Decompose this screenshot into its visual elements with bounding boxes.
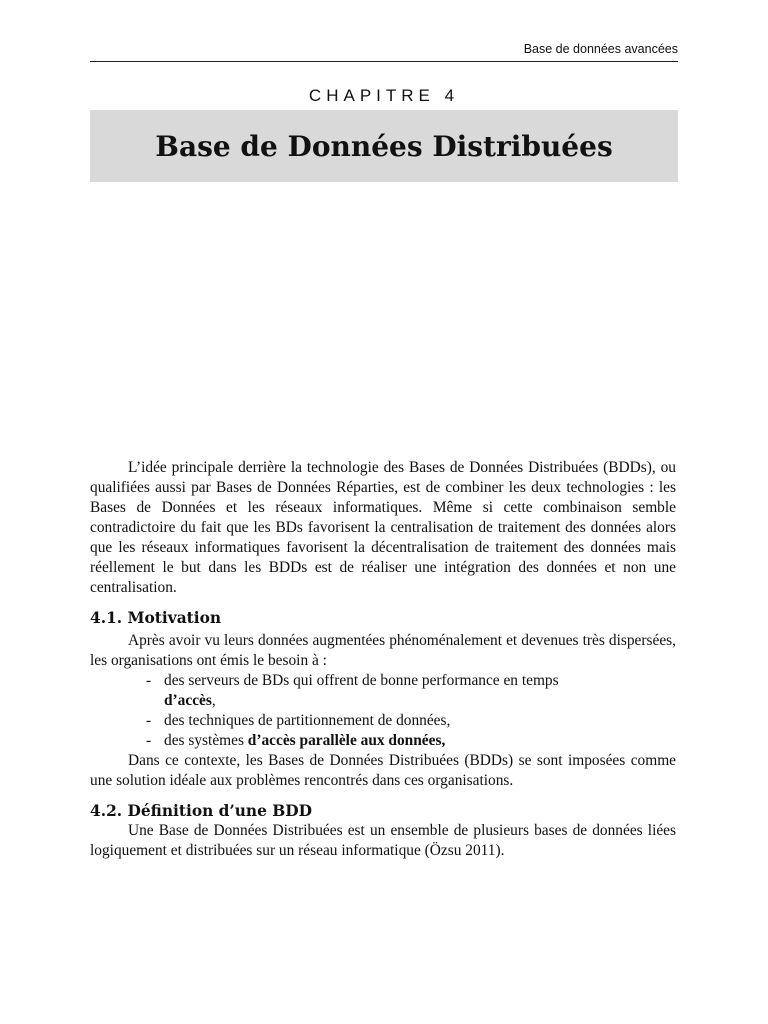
chapter-label: CHAPITRE 4 <box>308 86 460 105</box>
chapter-body <box>90 458 676 861</box>
chapter-title-box <box>90 110 678 182</box>
motivation-conclusion: Dans ce contexte, les Bases de Données Distribuées (BDDs) se sont imposées comme une solution idéale aux problèmes rencontrés dans ces organisations. <box>90 752 676 789</box>
list-item-text: des techniques de partitionnement de données, <box>164 712 451 729</box>
list-item <box>146 711 676 731</box>
running-header: Base de données avancées <box>523 42 678 56</box>
list-item <box>146 671 676 711</box>
list-item-tail: , <box>211 692 216 709</box>
motivation-intro: Après avoir vu leurs données augmentées phénoménalement et devenues très dispersées, les organisations ont émis le besoin à : <box>90 632 676 669</box>
list-item <box>146 731 676 751</box>
list-item-bold: d’accès <box>164 692 212 709</box>
motivation-list <box>90 671 676 751</box>
list-item-text: des serveurs de BDs qui offrent de bonne performance en temps <box>164 672 559 689</box>
intro-paragraph <box>90 458 676 598</box>
intro-rest: Distribuées (BDDs), ou qualifiées aussi par Bases de Données Réparties, est de combiner les deux technologies : les Bases de Données et les réseaux informatiques. Même si cette combinaison semble contradictoire du fait que les BDs favorisent la centralisation de traitement des données alors que les réseaux informatiques favorisent la décentralisation de traitement des données mais réellement le but dans les BDDs est de réaliser une intégration des données et non une centralisation. <box>90 459 676 596</box>
list-item-bold: d’accès parallèle aux données, <box>247 732 446 749</box>
list-item-text: des systèmes <box>164 732 248 749</box>
chapter-title: Base de Données Distribuées <box>155 129 613 163</box>
section-heading-motivation: 4.1. Motivation <box>90 609 222 627</box>
header-rule <box>90 61 678 62</box>
intro-lead: L’idée principale derrière la technologie des Bases de Données <box>128 459 524 476</box>
definition-paragraph: Une Base de Données Distribuées est un ensemble de plusieurs bases de données liées logiquement et distribuées sur un réseau informatique (Özsu 2011). <box>90 822 676 859</box>
section-heading-definition: 4.2. Définition d’une BDD <box>90 802 312 820</box>
